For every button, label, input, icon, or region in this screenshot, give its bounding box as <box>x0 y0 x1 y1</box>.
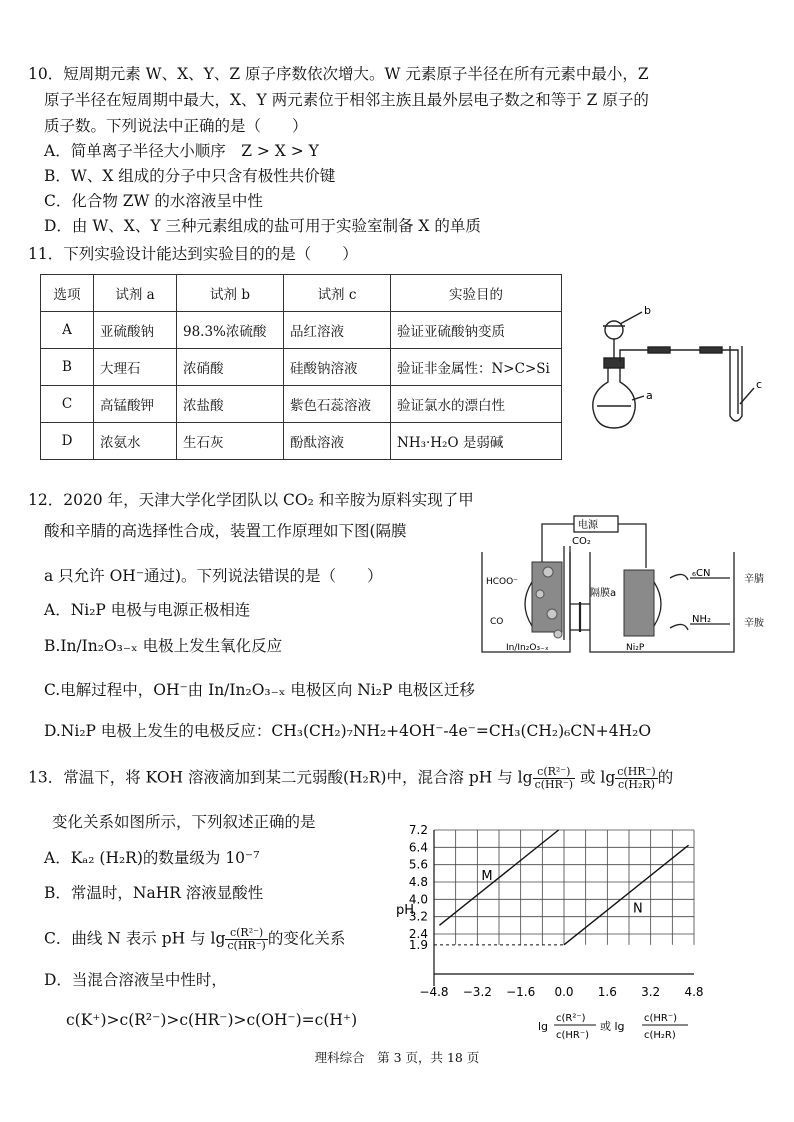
q13-fraction-2 <box>615 766 657 791</box>
label-b: b <box>644 304 651 317</box>
x-tick-label: −1.6 <box>506 985 536 999</box>
q12-option-a: A．Ni₂P 电极与电源正极相连 <box>44 601 251 619</box>
hcoo-label: HCOO⁻ <box>486 577 518 587</box>
power-label: 电源 <box>578 520 598 531</box>
q13-option-d: D．当混合溶液呈中性时， <box>44 971 227 989</box>
table-cell: NH₃·H₂O 是弱碱 <box>391 423 562 460</box>
q10-line2: 原子半径在短周期中最大，X、Y 两元素位于相邻主族且最外层电子数之和等于 Z 原子的 <box>44 91 649 109</box>
table-row <box>41 312 562 349</box>
table-cell: B <box>41 349 94 386</box>
series-line-N <box>564 845 689 945</box>
y-tick-label: 6.4 <box>408 840 428 855</box>
co-label: CO <box>490 617 504 627</box>
q10-option-d: D．由 W、X、Y 三种元素组成的盐可用于实验室制备 X 的单质 <box>44 217 481 235</box>
x-axis-label <box>538 1013 688 1041</box>
q13-line1 <box>28 766 673 791</box>
test-tube <box>730 346 742 421</box>
y-tick-label: 5.6 <box>408 857 428 872</box>
table-cell: 验证亚硫酸钠变质 <box>391 312 562 349</box>
series-label-N: N <box>633 901 643 917</box>
left-electrode-label: In/In₂O₃₋ₓ <box>506 643 549 653</box>
y-tick-label: 4.0 <box>408 892 428 907</box>
q10-option-a: A．简单离子半径大小顺序 Z > X > Y <box>44 142 319 160</box>
y-tick-label: 7.2 <box>408 823 428 837</box>
q10-line1: 10．短周期元素 W、X、Y、Z 原子序数依次增大。W 元素原子半径在所有元素中最小，Z <box>28 65 649 83</box>
table-cell: 品红溶液 <box>284 312 391 349</box>
q11-stem: 11．下列实验设计能达到实验目的的是（ ） <box>28 245 358 263</box>
amine-label: 辛胺 <box>744 618 764 629</box>
table-header: 实验目的 <box>391 275 562 312</box>
table-row <box>41 349 562 386</box>
q13-line1-text: 13．常温下，将 KOH 溶液滴加到某二元弱酸(H₂R)中，混合溶 pH 与 lg <box>28 768 533 787</box>
table-header-row <box>41 275 562 312</box>
table-cell: 亚硫酸钠 <box>94 312 177 349</box>
q13-option-b: B．常温时，NaHR 溶液显酸性 <box>44 884 264 902</box>
delivery-tube <box>620 350 738 414</box>
xlabel-frac1-den: c(HR⁻) <box>556 1030 590 1041</box>
q13-option-c-text: C．曲线 N 表示 pH 与 lg <box>44 929 226 948</box>
xlabel-frac2-num: c(HR⁻) <box>644 1013 678 1024</box>
q13-option-a: A．Kₐ₂ (H₂R)的数量级为 10⁻⁷ <box>44 849 260 867</box>
x-tick-label: 4.8 <box>684 985 704 999</box>
table-cell: A <box>41 312 94 349</box>
membrane-label: 隔膜a <box>590 588 617 599</box>
table-row <box>41 386 562 423</box>
table-cell: 浓氨水 <box>94 423 177 460</box>
nitrile-label: 辛腈 <box>744 574 764 585</box>
y-axis-label: pH <box>396 903 415 918</box>
x-tick-label: 1.6 <box>597 985 617 999</box>
right-electrode <box>624 570 654 636</box>
table-header: 试剂 a <box>94 275 177 312</box>
q13-option-c-fraction <box>225 927 267 952</box>
xlabel-or-lg: 或 lg <box>600 1020 625 1033</box>
q10-option-b: B．W、X 组成的分子中只含有极性共价键 <box>44 167 336 185</box>
q13-or: 或 lg <box>579 768 616 787</box>
q13-option-c-tail: 的变化关系 <box>267 929 346 948</box>
table-cell: 浓盐酸 <box>177 386 284 423</box>
table-cell: D <box>41 423 94 460</box>
label-a: a <box>646 389 653 402</box>
q10-line3: 质子数。下列说法中正确的是（ ） <box>44 117 308 135</box>
co2-label: CO₂ <box>572 536 591 547</box>
table-row <box>41 423 562 460</box>
table-cell: 验证非金属性：N>C>Si <box>391 349 562 386</box>
table-cell: 浓硝酸 <box>177 349 284 386</box>
table-cell: 98.3%浓硫酸 <box>177 312 284 349</box>
table-cell: 高锰酸钾 <box>94 386 177 423</box>
x-tick-label: −4.8 <box>419 985 449 999</box>
table-cell: C <box>41 386 94 423</box>
x-tick-label: −3.2 <box>462 985 492 999</box>
q13-line1-tail: 的 <box>657 768 674 787</box>
table-header: 选项 <box>41 275 94 312</box>
table-cell: 生石灰 <box>177 423 284 460</box>
q13-option-d-expression: c(K⁺)>c(R²⁻)>c(HR⁻)>c(OH⁻)=c(H⁺) <box>66 1011 358 1029</box>
right-cell <box>590 552 734 652</box>
electrolysis-diagram <box>478 512 790 662</box>
q12-option-b: B.In/In₂O₃₋ₓ 电极上发生氧化反应 <box>44 637 283 655</box>
q12-option-d: D.Ni₂P 电极上发生的电极反应：CH₃(CH₂)₇NH₂+4OH⁻-4e⁻=CH₃(CH₂)₆CN+4H₂O <box>44 722 652 740</box>
right-electrode-label: Ni₂P <box>626 643 645 653</box>
y-tick-label: 4.8 <box>408 875 428 889</box>
table-cell: 验证氯水的漂白性 <box>391 386 562 423</box>
fraction-numerator: c(HR⁻) <box>617 765 656 778</box>
q12-option-c: C.电解过程中，OH⁻由 In/In₂O₃₋ₓ 电极区向 Ni₂P 电极区迁移 <box>44 681 475 699</box>
q11-table <box>40 274 562 460</box>
fraction-denominator: c(HR⁻) <box>227 939 266 952</box>
y-tick-label: 3.2 <box>408 909 428 924</box>
q13-option-c <box>44 927 345 952</box>
x-tick-label: 3.2 <box>641 985 661 999</box>
table-cell: 紫色石蕊溶液 <box>284 386 391 423</box>
fraction-numerator: c(R²⁻) <box>225 927 267 940</box>
table-header: 试剂 c <box>284 275 391 312</box>
q12-line3: a 只允许 OH⁻通过)。下列说法错误的是（ ） <box>44 567 383 585</box>
table-cell: 酚酞溶液 <box>284 423 391 460</box>
q12-line1: 12．2020 年，天津大学化学团队以 CO₂ 和辛胺为原料实现了甲 <box>28 491 474 509</box>
fraction-denominator: c(HR⁻) <box>534 778 573 791</box>
stopper <box>604 358 624 368</box>
page-footer: 理科综合 第 3 页，共 18 页 <box>314 1050 480 1065</box>
x-tick-label: 0.0 <box>554 985 574 999</box>
flask <box>593 368 635 428</box>
label-c: c <box>756 378 763 391</box>
amine-group: NH₂ <box>692 614 712 625</box>
fraction-numerator: c(R²⁻) <box>533 766 575 779</box>
xlabel-frac2-den: c(H₂R) <box>644 1030 676 1041</box>
series-label-M: M <box>481 868 493 884</box>
table-header: 试剂 b <box>177 275 284 312</box>
q13-fraction-1 <box>533 766 575 791</box>
ph-chart <box>388 818 718 1050</box>
nitrile-group: ₆CN <box>692 568 711 579</box>
y-tick-label: 2.4 <box>408 927 428 941</box>
fraction-denominator: c(H₂R) <box>617 778 655 791</box>
y-tick-label: 1.9 <box>408 937 428 952</box>
q11-apparatus <box>588 296 778 446</box>
table-cell: 大理石 <box>94 349 177 386</box>
xlabel-lg: lg <box>538 1020 549 1033</box>
q12-line2: 酸和辛腈的高选择性合成，装置工作原理如下图(隔膜 <box>44 522 407 540</box>
xlabel-frac1-num: c(R²⁻) <box>556 1013 586 1024</box>
q13-line2: 变化关系如图所示，下列叙述正确的是 <box>52 813 316 831</box>
q10-option-c: C．化合物 ZW 的水溶液呈中性 <box>44 192 263 210</box>
table-cell: 硅酸钠溶液 <box>284 349 391 386</box>
